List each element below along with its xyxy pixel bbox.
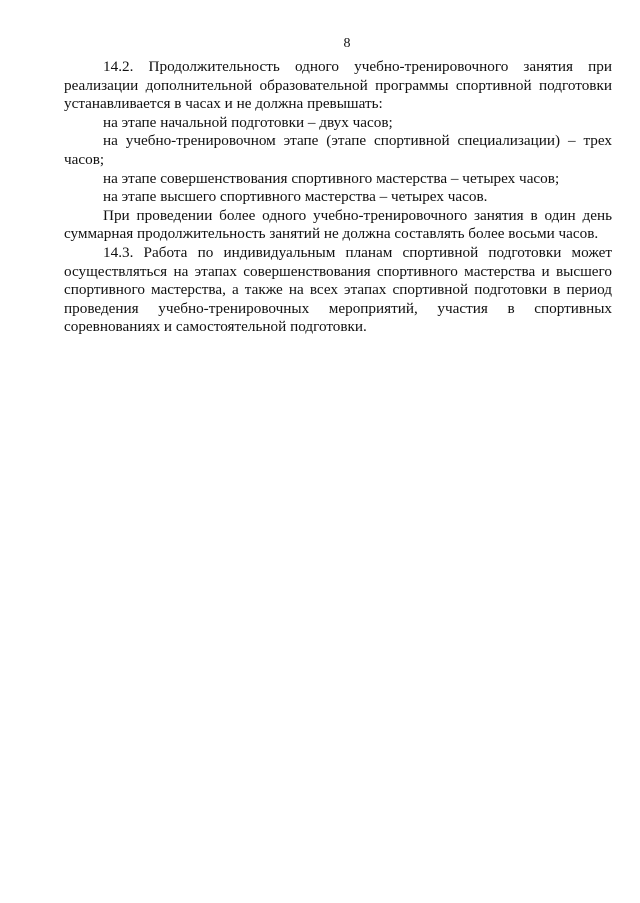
paragraph-multiple-sessions: При проведении более одного учебно-тренировочного занятия в один день суммарная продолжительность занятий не должна составлять более восьми часов. bbox=[64, 206, 612, 243]
paragraph-14-3-individual-plans: 14.3. Работа по индивидуальным планам спортивной подготовки может осуществляться на этапах совершенствования спортивного мастерства и высшего спортивного мастерства, а также на всех этапах спортивной подготовки в период проведения учебно-тренировочных мероприятий, участия в спортивных соревнованиях и самостоятельной подготовки. bbox=[64, 243, 612, 336]
paragraph-initial-stage: на этапе начальной подготовки – двух часов; bbox=[103, 113, 393, 131]
paragraph-higher-stage: на этапе высшего спортивного мастерства – четырех часов. bbox=[103, 188, 488, 206]
page-number: 8 bbox=[343, 36, 351, 51]
paragraph-training-stage: на учебно-тренировочном этапе (этапе спортивной специализации) – трех часов; bbox=[64, 132, 612, 168]
paragraph-improvement-stage: на этапе совершенствования спортивного мастерства – четырех часов; bbox=[103, 169, 560, 187]
paragraph-14-2-intro: 14.2. Продолжительность одного учебно-тренировочного занятия при реализации дополнительной образовательной программы спортивной подготовки устанавливается в часах и не должна превышать: bbox=[64, 58, 612, 113]
